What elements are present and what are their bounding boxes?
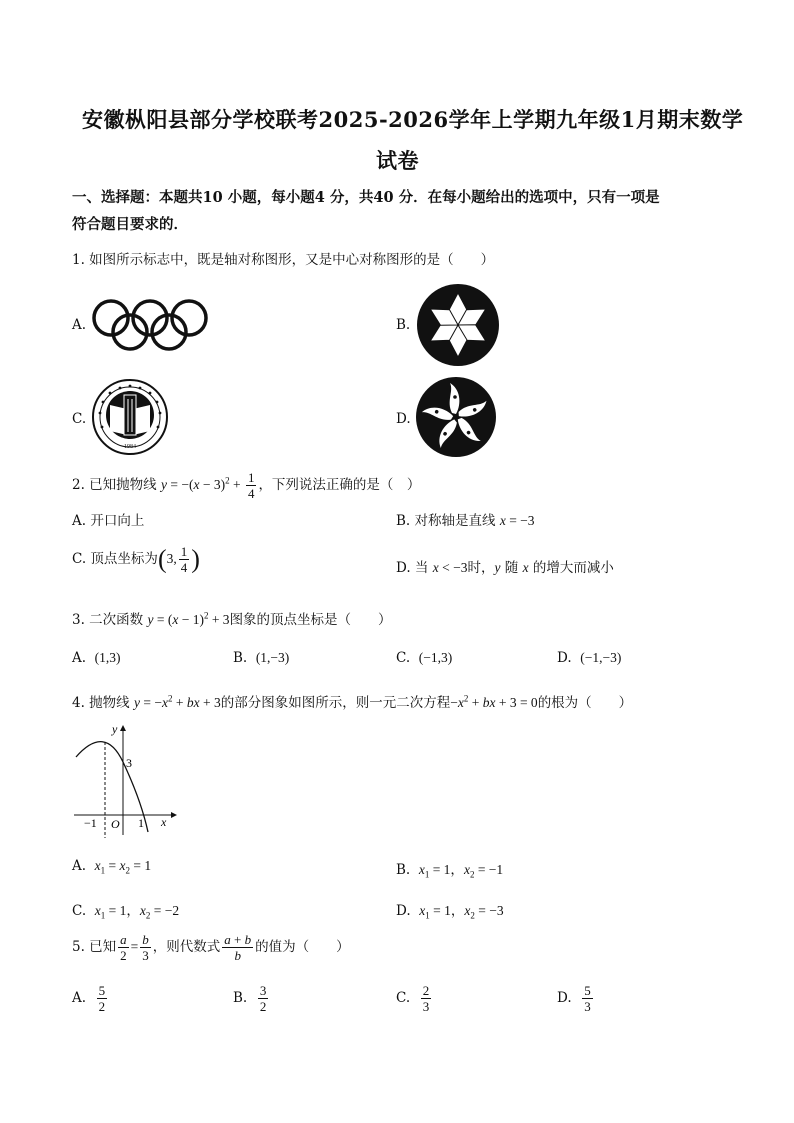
q1-option-c-label: C. [72, 411, 87, 427]
tick-neg-1: −1 [84, 816, 97, 830]
section-header: 一、选择题：本题共10 小题，每小题4 分，共40 分．在每小题给出的选项中，只有一项是 [72, 189, 660, 206]
hexagram-emblem-icon [414, 283, 502, 367]
q3-text-pre: 3. 二次函数 [72, 612, 144, 628]
q4-option-a-label: A. [72, 858, 87, 874]
page-title: 安徽枞阳县部分学校联考2025-2026学年上学期九年级1月期末数学 [82, 107, 744, 132]
q5-option-a: A. $\frac{5}{2}$ [72, 983, 106, 1014]
q2-option-a: A. 开口向上 [72, 513, 145, 529]
q3-option-a-label: A. [72, 650, 87, 666]
q2-option-d-text2: 时， [467, 560, 495, 576]
q2-option-d-text4: 的增大而减小 [532, 560, 614, 576]
q4-text-post: 的根为（ ） [537, 695, 633, 711]
q3-text-post: 图象的顶点坐标是（ ） [229, 612, 392, 628]
question-2-stem: 2. 已知抛物线 $y = -(x - 3)^2$ + $\frac{1}{4}$ ，下列说法正确的是（ ） [72, 470, 421, 501]
q2-text-post: ，下列说法正确的是（ ） [258, 477, 421, 493]
q4-text-pre: 4. 抛物线 [72, 695, 130, 711]
section-header-line2: 符合题目要求的． [72, 216, 188, 233]
q5-option-a-label: A. [72, 990, 87, 1006]
question-4-stem: 4. 抛物线 $y = -x^2$ + bx + 3的部分图象如图所示，则一元二次方程$-x^2$ + bx + 3 = 0的根为（ ） [72, 693, 633, 711]
q5-text-mid: ，则代数式 [152, 939, 221, 955]
q5-option-b: B. $\frac{3}{2}$ [233, 983, 267, 1014]
q3-option-d [557, 650, 621, 666]
emblem-year: 1984 [124, 444, 136, 450]
x-axis-label: x [161, 815, 167, 829]
q5-text-post: 的值为（ ） [255, 939, 350, 955]
olympic-rings-icon [90, 296, 212, 352]
q1-option-a-label: A. [72, 317, 87, 333]
q3-option-b-value: (1,−3) [255, 650, 290, 665]
q4-option-d: D. $x_1 = 1$，$x_2 = -3$ [396, 903, 504, 921]
q2-option-c-text: C. 顶点坐标为 [72, 551, 158, 567]
question-1-stem: 1. 如图所示标志中，既是轴对称图形，又是中心对称图形的是（ ） [72, 252, 495, 268]
q2-text-pre: 2. 已知抛物线 [72, 477, 157, 493]
q3-option-d-value: (−1,−3) [580, 650, 622, 665]
tick-pos-1: 1 [138, 816, 144, 830]
q5-option-c-label: C. [396, 990, 411, 1006]
page-title-line2: 试卷 [376, 148, 419, 173]
q2-option-d: D. 当 x < −3时，y 随 x 的增大而减小 [396, 560, 614, 576]
q2-option-c: C. 顶点坐标为(3, $\frac{1}{4}$ ) [72, 544, 200, 575]
q1-option-b-label: B. [396, 317, 411, 333]
q5-option-c: C. $\frac{2}{3}$ [396, 983, 430, 1014]
question-5-stem: 5. 已知 $\frac{a}{2}$ = $\frac{b}{3}$ ，则代数式 $\frac{a + b}{b}$ 的值为（ ） [72, 932, 350, 963]
q3-option-c-label: C. [396, 650, 411, 666]
q2-formula: y [160, 477, 167, 492]
q4-option-c-label: C. [72, 903, 87, 919]
q2-option-d-text3: 随 [504, 560, 519, 576]
bauhinia-emblem-icon [414, 376, 498, 458]
parabola-graph [70, 720, 185, 840]
q3-option-c-value: (−1,3) [418, 650, 453, 665]
q4-option-b: B. $x_1 = 1$，$x_2 = -1$ [396, 862, 504, 880]
q5-option-d: D. $\frac{5}{3}$ [557, 983, 591, 1014]
q5-option-b-label: B. [233, 990, 248, 1006]
q4-option-b-label: B. [396, 862, 411, 878]
q4-option-d-label: D. [396, 903, 411, 919]
y-axis-label: y [112, 722, 118, 736]
y-tick-3: 3 [126, 756, 132, 770]
q5-text-pre: 5. 已知 [72, 939, 117, 955]
university-emblem-icon [90, 377, 170, 457]
q3-option-b [233, 650, 289, 666]
q3-option-b-label: B. [233, 650, 248, 666]
q3-option-a [72, 650, 121, 666]
q3-option-d-label: D. [557, 650, 572, 666]
q2-option-b-text: B. 对称轴是直线 [396, 513, 496, 529]
q2-option-b: B. 对称轴是直线 x = −3 [396, 513, 535, 529]
q4-option-a: A. $x_1 = x_2 = 1$ [72, 858, 152, 876]
q4-text-mid: 的部分图象如图所示，则一元二次方程 [220, 695, 451, 711]
q3-option-c [396, 650, 452, 666]
q4-option-c: C. $x_1 = 1$，$x_2 = -2$ [72, 903, 180, 921]
q5-option-d-label: D. [557, 990, 572, 1006]
q2-option-d-text: D. 当 [396, 560, 429, 576]
q1-option-d-label: D. [396, 411, 411, 427]
origin-label: O [111, 817, 120, 831]
question-3-stem: 3. 二次函数 $y = (x - 1)^2 + 3$图象的顶点坐标是（ ） [72, 610, 392, 628]
q3-option-a-value: (1,3) [94, 650, 121, 665]
